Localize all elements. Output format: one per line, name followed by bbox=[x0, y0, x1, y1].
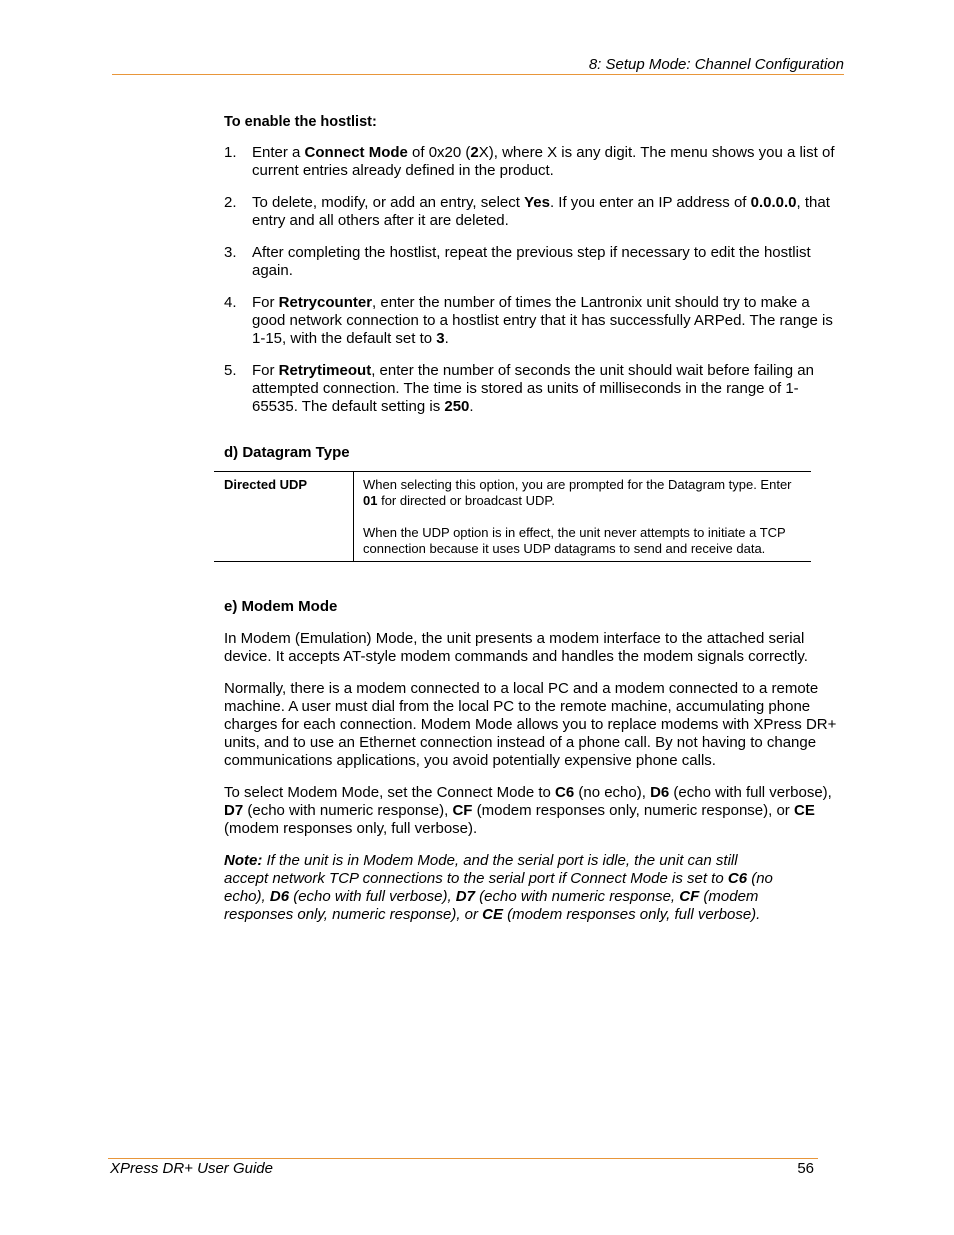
page-number: 56 bbox=[797, 1160, 814, 1177]
modem-body bbox=[224, 630, 844, 938]
step-number: 4. bbox=[224, 294, 237, 311]
list-item: 5. For Retrytimeout, enter the number of seconds the unit should wait before failing an attempted connection. The time is stored as units of milliseconds in the range of 1-65535. The default setting is 250. bbox=[224, 362, 814, 415]
list-item: 1. Enter a Connect Mode of 0x20 (2X), where X is any digit. The menu shows you a list of current entries already defined in the product. bbox=[224, 144, 835, 179]
running-header: 8: Setup Mode: Channel Configuration bbox=[588, 56, 844, 73]
table-row-description bbox=[363, 472, 811, 561]
hostlist-steps bbox=[224, 144, 844, 430]
note: Note: If the unit is in Modem Mode, and the serial port is idle, the unit can still accept network TCP connections to the serial port if Connect Mode is set to C6 (no echo), D6 (echo with full verbose), D7 (echo with numeric response, CF (modem responses only, numeric response), or CE (modem responses only, full verbose). bbox=[224, 852, 773, 923]
footer-doc-title: XPress DR+ User Guide bbox=[110, 1160, 273, 1177]
step-number: 2. bbox=[224, 194, 237, 211]
datagram-table bbox=[214, 471, 811, 562]
header-rule bbox=[112, 74, 844, 75]
footer-rule bbox=[108, 1158, 818, 1159]
step-number: 3. bbox=[224, 244, 237, 261]
step-number: 1. bbox=[224, 144, 237, 161]
modem-heading: e) Modem Mode bbox=[224, 598, 338, 615]
description-paragraph: When the UDP option is in effect, the unit never attempts to initiate a TCP connection because it uses UDP datagrams to send and receive data. bbox=[363, 525, 786, 556]
datagram-heading: d) Datagram Type bbox=[224, 444, 350, 461]
table-row-label: Directed UDP bbox=[224, 477, 308, 492]
paragraph: To select Modem Mode, set the Connect Mode to C6 (no echo), D6 (echo with full verbose), D7 (echo with numeric response), CF (modem responses only, numeric response), or CE (modem responses only, full verbose). bbox=[224, 784, 832, 837]
description-paragraph: When selecting this option, you are prompted for the Datagram type. Enter 01 for directed or broadcast UDP. bbox=[363, 477, 792, 508]
list-item: 3. After completing the hostlist, repeat the previous step if necessary to edit the hostlist again. bbox=[224, 244, 811, 279]
list-item: 4. For Retrycounter, enter the number of times the Lantronix unit should try to make a good network connection to a hostlist entry that it has successfully ARPed. The range is 1-15, with the default set to 3. bbox=[224, 294, 833, 347]
step-number: 5. bbox=[224, 362, 237, 379]
paragraph: Normally, there is a modem connected to a local PC and a modem connected to a remote machine. A user must dial from the local PC to the remote machine, accumulating phone charges for each connection. Modem Mode allows you to replace modems with XPress DR+ units, and to use an Ethernet connection instead of a phone call. By not having to change communications applications, you avoid potentially expensive phone calls. bbox=[224, 680, 837, 769]
paragraph: In Modem (Emulation) Mode, the unit presents a modem interface to the attached serial device. It accepts AT-style modem commands and handles the modem signals correctly. bbox=[224, 630, 808, 665]
procedure-title: To enable the hostlist: bbox=[224, 114, 377, 130]
table-divider bbox=[353, 472, 354, 561]
list-item: 2. To delete, modify, or add an entry, select Yes. If you enter an IP address of 0.0.0.0, that entry and all others after it are deleted. bbox=[224, 194, 830, 229]
